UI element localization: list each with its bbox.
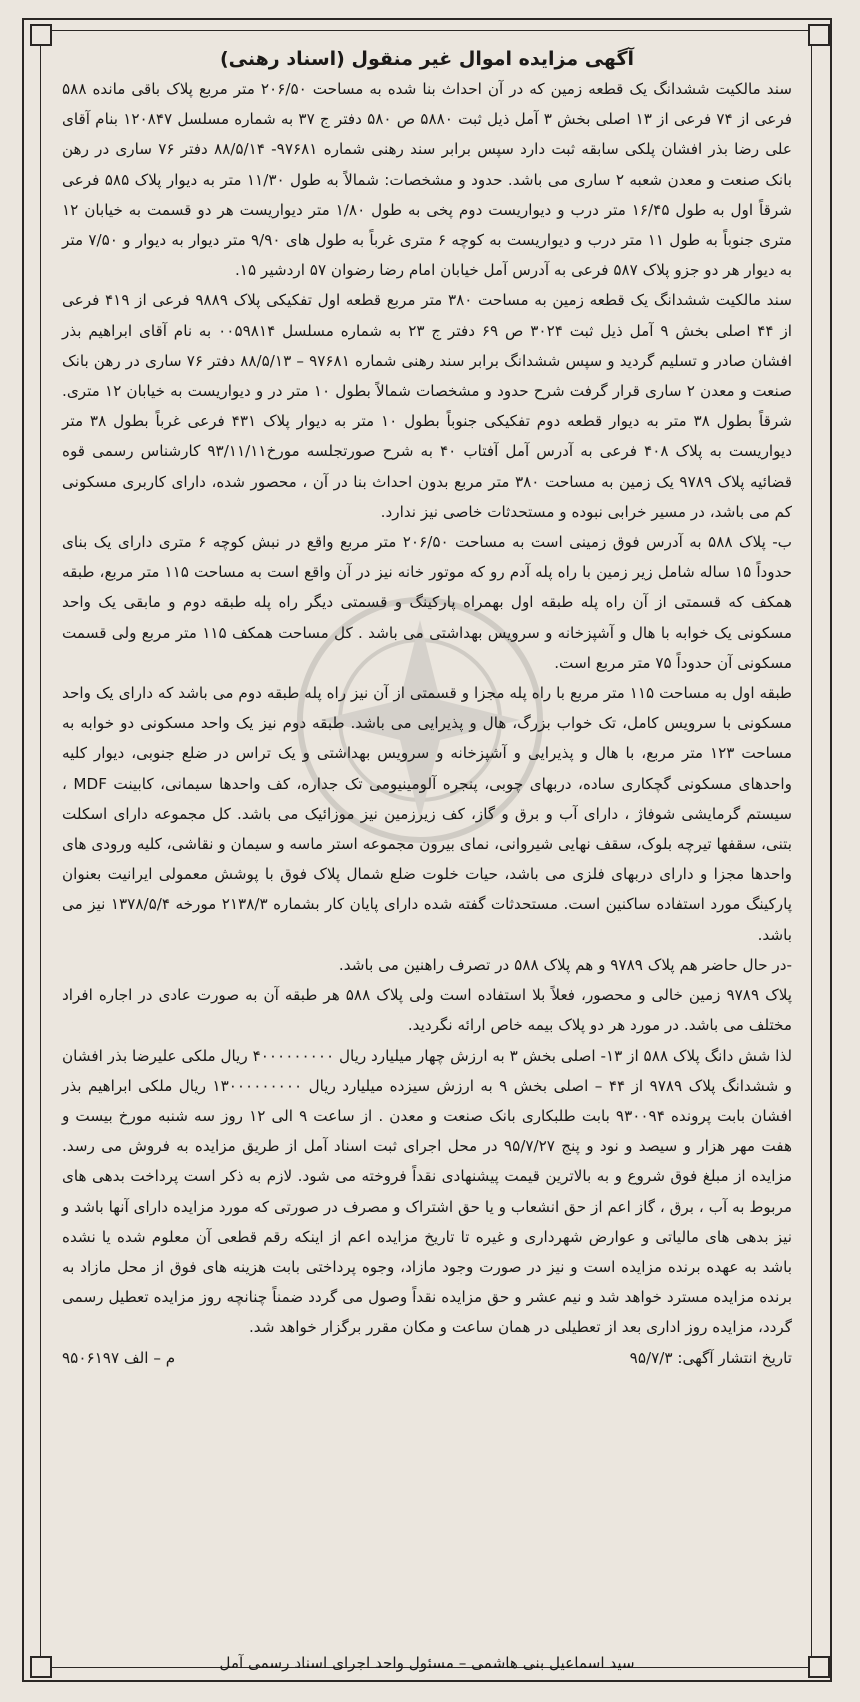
paragraph: ب- پلاک ۵۸۸ به آدرس فوق زمینی است به مساحت ۲۰۶/۵۰ متر مربع واقع در نبش کوچه ۶ متری دارای یک بنای حدوداً ۱۵ ساله شامل زیر زمین با راه پله آدم رو که موتور خانه نیز در آن واقع است به مساحت ۱۱۵ متر مربع، طبقه همکف که قسمتی از آن راه پله طبقه اول بهمراه پارکینگ و قسمتی دیگر راه پله طبقه دوم و مابقی یک واحد مسکونی یک خوابه با هال و آشپزخانه و سرویس بهداشتی می باشد . کل مساحت همکف ۱۱۵ متر مربع ولی قسمت مسکونی آن حدوداً ۷۵ متر مربع است.: [62, 533, 792, 672]
reference-number: م – الف ۹۵۰۶۱۹۷: [62, 1348, 176, 1367]
publication-info: [62, 1343, 792, 1373]
advertisement-body: [62, 48, 792, 1648]
publish-date: تاریخ انتشار آگهی: ۹۵/۷/۳: [629, 1348, 792, 1367]
paragraph: سند مالکیت ششدانگ یک قطعه زمین به مساحت ۳۸۰ متر مربع قطعه اول تفکیکی پلاک ۹۸۸۹ فرعی از ۴۱۹ فرعی از ۴۴ اصلی بخش ۹ آمل ذیل ثبت ۳۰۲۴ ص ۶۹ دفتر ج ۲۳ به شماره مسلسل ۰۰۵۹۸۱۴ به نام آقای ابراهیم بذر افشان صادر و تسلیم گردید و سپس ششدانگ برابر سند رهنی شماره ۹۷۶۸۱ – ۸۸/۵/۱۳ دفتر ۷۶ ساری در رهن بانک صنعت و معدن ۲ ساری قرار گرفت شرح حدود و مشخصات شمالاً بطول ۱۰ متر در و دیواریست به خیابان ۱۲ متری. شرقاً بطول ۳۸ متر به دیوار قطعه دوم تفکیکی جنوباً بطول ۱۰ متر به دیوار پلاک ۴۳۱ فرعی غرباً بطول ۳۸ متر دیواریست به پلاک ۴۰۸ فرعی به آدرس آمل آفتاب ۴۰ به شرح صورتجلسه مورخ۹۳/۱۱/۱۱ کارشناس رسمی قوه قضائیه پلاک ۹۷۸۹ یک زمین به مساحت ۳۸۰ متر مربع بدون احداث بنا در آن ، محصور شده، دارای کاربری مسکونی کم می باشد، در مسیر خرابی نبوده و مستحدثات خاصی نیز ندارد.: [62, 291, 792, 521]
signature-line: سید اسماعیل بنی هاشمی – مسئول واحد اجرای اسناد رسمی آمل: [219, 1654, 635, 1672]
paragraph: طبقه اول به مساحت ۱۱۵ متر مربع با راه پله مجزا و قسمتی از آن نیز راه پله طبقه دوم می باشد که دارای یک واحد مسکونی با سرویس کامل، تک خواب بزرگ، هال و پذیرایی می باشد. طبقه دوم نیز یک واحد مسکونی دو خوابه به مساحت ۱۲۳ متر مربع، با هال و پذیرایی و آشپزخانه و سرویس بهداشتی و یک تراس در ضلع جنوبی، دیوار کلیه واحدهای مسکونی گچکاری ساده، دربهای چوبی، پنجره آلومینیومی تک جداره، کف واحدها سیمانی، کابینت MDF ، سیستم گرمایشی شوفاژ ، دارای آب و برق و گاز، کف زیرزمین نیز موزائیک می باشد. کل مجموعه دارای اسکلت بتنی، سقفها تیرچه بلوک، سقف نهایی شیروانی، نمای بیرون مجموعه استر ماسه و سیمان و نقاشی، کلیه ورودی های واحدها مجزا و دارای دربهای فلزی می باشد، حیات خلوت ضلع شمال پلاک فوق با پوشش معمولی ایرانیت بعنوان پارکینگ مورد استفاده ساکنین است. مستحدثات گفته شده دارای پایان کار بشماره ۲۱۳۸/۳ مورخه ۱۳۷۸/۵/۴ نیز می باشد.: [62, 684, 792, 944]
corner-ornament: [808, 24, 830, 46]
paragraph: سند مالکیت ششدانگ یک قطعه زمین که در آن احداث بنا شده به مساحت ۲۰۶/۵۰ متر مربع پلاک باقی مانده ۵۸۸ فرعی از ۷۴ فرعی از ۱۳ اصلی بخش ۳ آمل ذیل ثبت ۵۸۸۰ ص ۵۸۰ دفتر ج ۳۷ به شماره مسلسل ۱۲۰۸۴۷ بنام آقای علی رضا بذر افشان پلکی سابقه ثبت دارد سپس برابر سند رهنی شماره ۹۷۶۸۱- ۸۸/۵/۱۴ دفتر ۷۶ ساری در رهن بانک صنعت و معدن شعبه ۲ ساری می باشد. حدود و مشخصات: شمالاً به طول ۱۱/۳۰ متر به دیوار پلاک ۵۸۵ فرعی شرقاً اول به طول ۱۶/۴۵ متر درب و دیواریست دوم پخی به طول ۱/۸۰ متر دیواریست هر دو قسمت به خیابان ۱۲ متری جنوباً به طول ۱۱ متر درب و دیواریست به کوچه ۶ متری غرباً به طول های ۹/۹۰ متر دیوار به دیوار و ۷/۵۰ متر به دیوار هر دو جزو پلاک ۵۸۷ فرعی به آدرس آمل خیابان امام رضا رضوان ۵۷ اردشیر ۱۵.: [62, 80, 792, 280]
paragraph: لذا شش دانگ پلاک ۵۸۸ از ۱۳- اصلی بخش ۳ به ارزش چهار میلیارد ریال ۴۰۰۰۰۰۰۰۰۰ ریال ملکی علیرضا بذر افشان و ششدانگ پلاک ۹۷۸۹ از ۴۴ – اصلی بخش ۹ به ارزش سیزده میلیارد ریال ۱۳۰۰۰۰۰۰۰۰۰ ریال ملکی ابراهیم بذر افشان بابت پرونده ۹۳۰۰۹۴ بابت طلبکاری بانک صنعت و معدن . از ساعت ۹ الی ۱۲ روز سه شنبه مورخ بیست و هفت مهر هزار و سیصد و نود و پنج ۹۵/۷/۲۷ در محل اجرای ثبت اسناد آمل از طریق مزایده به فروش می رسد. مزایده از مبلغ فوق شروع و به بالاترین قیمت پیشنهادی نقداً فروخته می شود. لازم به ذکر است پرداخت بدهی های مربوط به آب ، برق ، گاز اعم از حق انشعاب و یا حق اشتراک و مصرف در صورتی که مورد مزایده دارای آنها باشد و نیز بدهی های مالیاتی و عوارض شهرداری و غیره تا تاریخ مزایده اعم از اینکه رقم قطعی آن معلوم شده یا نشده باشد به عهده برنده مزایده است و نیز در صورت وجود مازاد، وجوه پرداختی بابت هزینه های فوق از محل مازاد به برنده مزایده مسترد خواهد شد و نیم عشر و حق مزایده نقداً وصول می گردد ضمناً چنانچه روز مزایده تعطیل رسمی گردد، مزایده روز اداری بعد از تعطیلی در همان ساعت و مکان مقرر برگزار خواهد شد.: [62, 1046, 792, 1337]
corner-ornament: [30, 1656, 52, 1678]
paragraph: پلاک ۹۷۸۹ زمین خالی و محصور، فعلاً بلا استفاده است ولی پلاک ۵۸۸ هر طبقه آن به صورت عادی در اجاره افراد مختلف می باشد. در مورد هر دو پلاک بیمه خاص ارائه نگردید.: [62, 986, 792, 1035]
page-title: آگهی مزایده اموال غیر منقول (اسناد رهنی): [219, 48, 635, 70]
corner-ornament: [808, 1656, 830, 1678]
corner-ornament: [30, 24, 52, 46]
paragraph: -در حال حاضر هم پلاک ۹۷۸۹ و هم پلاک ۵۸۸ در تصرف راهنین می باشد.: [338, 955, 792, 974]
